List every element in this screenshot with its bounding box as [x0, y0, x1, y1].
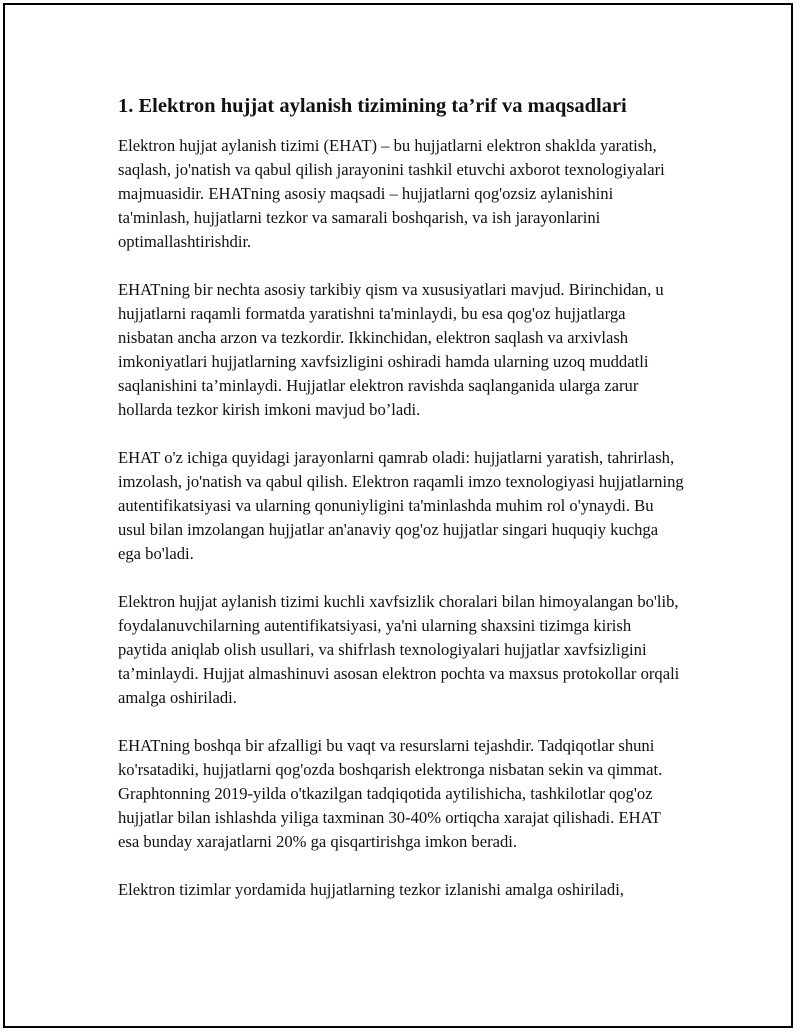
document-body — [118, 92, 684, 926]
paragraph-search: Elektron tizimlar yordamida hujjatlarning tezkor izlanishi amalga oshiriladi, — [118, 880, 624, 899]
paragraph-definition: Elektron hujjat aylanish tizimi (EHAT) – bu hujjatlarni elektron shaklda yaratish, saqlash, jo'natish va qabul qilish jarayonini tashkil etuvchi axborot texnologiyalari majmuasidir. EHATning asosiy maqsadi – hujjatlarni qog'ozsiz aylanishini ta'minlash, hujjatlarni tezkor va samarali boshqarish, va ish jarayonlarini optimallashtirishdir. — [118, 136, 665, 251]
paragraph-security: Elektron hujjat aylanish tizimi kuchli xavfsizlik choralari bilan himoyalangan bo'lib, foydalanuvchilarning autentifikatsiyasi, ya'ni ularning shaxsini tizimga kirish paytida aniqlab olish usullari, va shifrlash texnologiyalari hujjatlar xavfsizligini ta’minlaydi. Hujjat almashinuvi asosan elektron pochta va maxsus protokollar orqali amalga oshiriladi. — [118, 592, 680, 707]
paragraph-components: EHATning bir nechta asosiy tarkibiy qism va xususiyatlari mavjud. Birinchidan, u hujjatlarni raqamli formatda yaratishni ta'minlaydi, bu esa qog'oz hujjatlarga nisbatan ancha arzon va tezkordir. Ikkinchidan, elektron saqlash va arxivlash imkoniyatlari hujjatlarning xavfsizligini oshiradi hamda ularning uzoq muddatli saqlanishini ta’minlaydi. Hujjatlar elektron ravishda saqlanganida ularga zarur hollarda tezkor kirish imkoni mavjud bo’ladi. — [118, 280, 664, 419]
section-heading: 1. Elektron hujjat aylanish tizimining ta’rif va maqsadlari — [118, 95, 627, 117]
paragraph-advantages: EHATning boshqa bir afzalligi bu vaqt va resurslarni tejashdir. Tadqiqotlar shuni ko'rsatadiki, hujjatlarni qog'ozda boshqarish elektronga nisbatan sekin va qimmat. Graphtonning 2019-yilda o'tkazilgan tadqiqotida aytilishicha, tashkilotlar qog'oz hujjatlar bilan ishlashda yiliga taxminan 30-40% ortiqcha xarajat qilishadi. EHAT esa bunday xarajatlarni 20% ga qisqartirishga imkon beradi. — [118, 736, 663, 851]
paragraph-processes: EHAT o'z ichiga quyidagi jarayonlarni qamrab oladi: hujjatlarni yaratish, tahrirlash, imzolash, jo'natish va qabul qilish. Elektron raqamli imzo texnologiyasi hujjatlarning autentifikatsiyasi va ularning qonuniyligini ta'minlashda muhim rol o'ynaydi. Bu usul bilan imzolangan hujjatlar an'anaviy qog'oz hujjatlar singari huquqiy kuchga ega bo'ladi. — [118, 448, 684, 563]
